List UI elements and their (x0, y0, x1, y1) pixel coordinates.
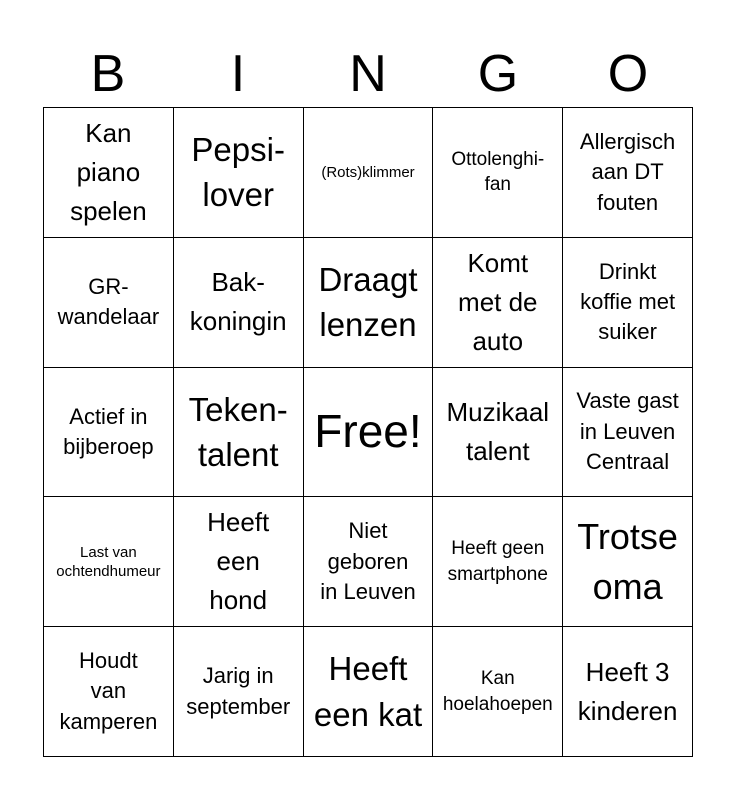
bingo-cell[interactable] (433, 108, 563, 238)
cell-text: Heeft geen smartphone (447, 538, 548, 585)
bingo-cell[interactable] (174, 368, 304, 498)
bingo-cell[interactable] (563, 627, 693, 757)
cell-text: Drinkt koffie met suiker (580, 258, 676, 345)
cell-text: Muzikaal talent (446, 396, 550, 466)
bingo-cell[interactable] (174, 497, 304, 627)
header-letter-b: B (90, 45, 126, 103)
cell-text: Trotse oma (577, 515, 678, 607)
cell-text: Kan piano spelen (70, 117, 147, 226)
bingo-cell[interactable] (304, 108, 434, 238)
header-letter-i: I (230, 45, 246, 103)
cell-text: GR- wandelaar (57, 273, 160, 330)
header-letter-g: G (477, 45, 519, 103)
bingo-cell[interactable] (44, 627, 174, 757)
bingo-cell[interactable] (433, 368, 563, 498)
bingo-cell[interactable] (174, 238, 304, 368)
bingo-cell[interactable] (433, 497, 563, 627)
bingo-cell[interactable] (174, 627, 304, 757)
cell-text: Heeft een kat (313, 650, 423, 733)
cell-text: Free! (314, 405, 422, 458)
bingo-cell[interactable] (304, 238, 434, 368)
bingo-cell[interactable] (433, 238, 563, 368)
bingo-cell[interactable] (563, 497, 693, 627)
cell-text: Heeft 3 kinderen (577, 656, 678, 726)
free-cell[interactable] (304, 368, 434, 498)
cell-text: Jarig in september (186, 663, 291, 719)
bingo-cell[interactable] (174, 108, 304, 238)
bingo-cell[interactable] (304, 497, 434, 627)
cell-text: Vaste gast in Leuven Centraal (576, 388, 679, 475)
cell-text: Houdt van kamperen (59, 648, 158, 734)
bingo-header (43, 40, 693, 108)
cell-text: Actief in bijberoep (63, 403, 154, 459)
bingo-board (43, 107, 693, 757)
cell-text: Niet geboren in Leuven (320, 518, 416, 604)
bingo-cell[interactable] (563, 238, 693, 368)
bingo-cell[interactable] (304, 627, 434, 757)
cell-text: Kan hoelahoepen (442, 667, 553, 715)
cell-text: Last van ochtendhumeur (56, 543, 161, 580)
cell-text: Draagt lenzen (318, 260, 418, 344)
bingo-cell[interactable] (433, 627, 563, 757)
cell-text: Komt met de auto (458, 247, 538, 356)
cell-text: Bak- koningin (189, 267, 287, 337)
cell-text: (Rots)klimmer (321, 163, 415, 181)
bingo-cell[interactable] (44, 108, 174, 238)
cell-text: Heeft een hond (207, 507, 270, 616)
bingo-cell[interactable] (44, 368, 174, 498)
bingo-cell[interactable] (563, 368, 693, 498)
cell-text: Ottolenghi- fan (451, 148, 545, 196)
header-letter-n: N (349, 45, 387, 103)
cell-text: Allergisch aan DT fouten (579, 128, 676, 215)
cell-text: Teken- talent (188, 390, 288, 473)
header-letter-o: O (607, 45, 649, 103)
bingo-cell[interactable] (44, 497, 174, 627)
bingo-cell[interactable] (563, 108, 693, 238)
cell-text: Pepsi- lover (191, 131, 285, 214)
bingo-cell[interactable] (44, 238, 174, 368)
